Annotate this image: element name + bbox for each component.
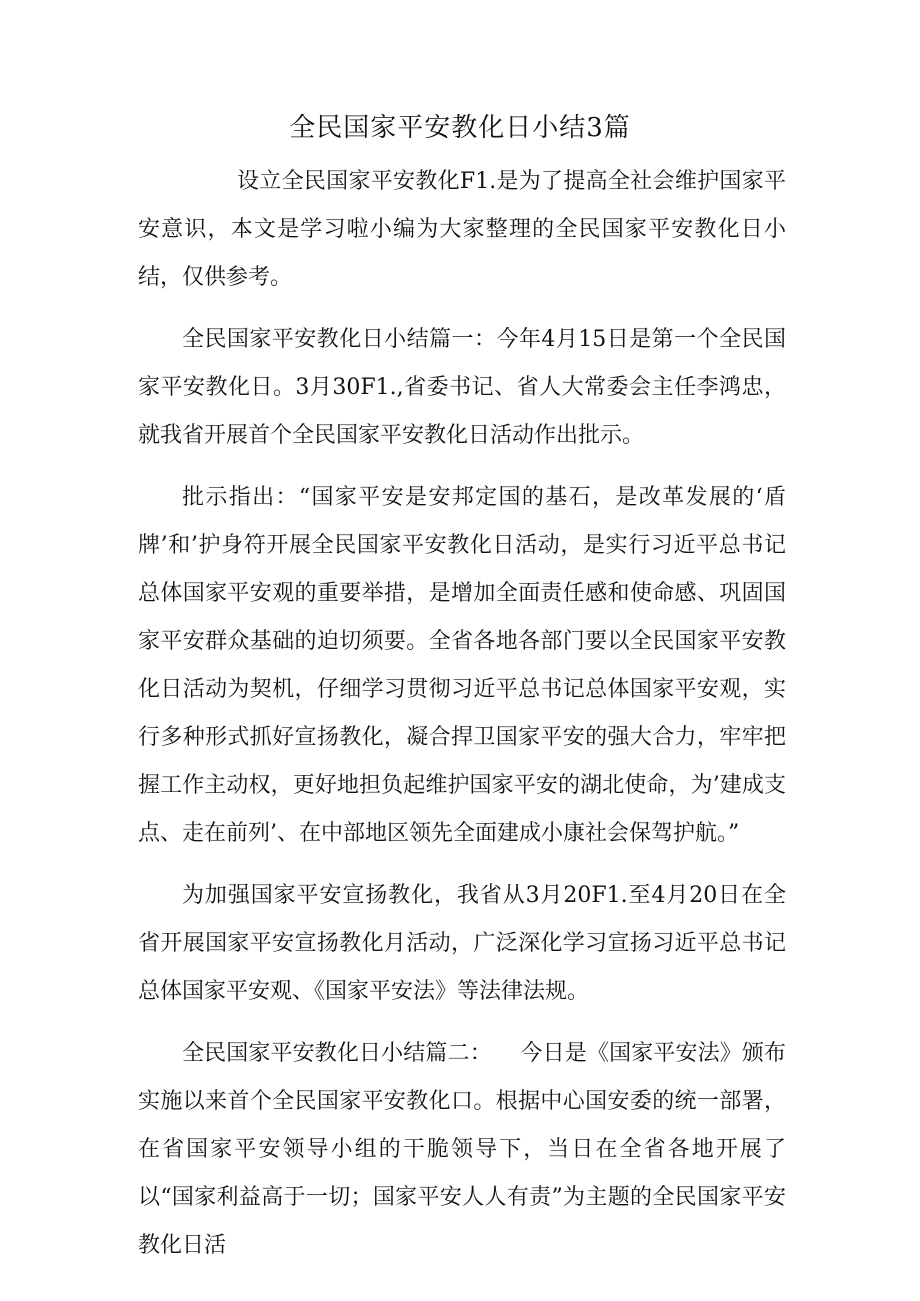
paragraph-publicity-month: 为加强国家平安宣扬教化，我省从3月20F1.至4月20日在全省开展国家平安宣扬教化月活动，广泛深化学习宣扬习近平总书记总体国家平安观、《国家平安法》等法律法规。 bbox=[138, 883, 786, 1004]
document-title: 全民国家平安教化日小结3篇 bbox=[289, 113, 631, 143]
paragraph-part-two bbox=[138, 1030, 786, 1270]
paragraph-part-one: 全民国家平安教化日小结篇一：今年4月15日是第一个全民国家平安教化日。3月30F1.,省委书记、省人大常委会主任李鸿忠，就我省开展首个全民国家平安教化日活动作出批示。 bbox=[138, 327, 786, 448]
paragraph-intro: 设立全民国家平安教化F1.是为了提高全社会维护国家平安意识，本文是学习啦小编为大家整理的全民国家平安教化日小结，仅供参考。 bbox=[138, 169, 786, 290]
paragraph-part-two-text: 今日是《国家平安法》颁布实施以来首个全民国家平安教化口。根据中心国安委的统一部署，在省国家平安领导小组的干脆领导下，当日在全省各地开展了以“国家利益高于一切；国家平安人人有责”为主题的全民国家平安教化日活 bbox=[138, 1041, 786, 1258]
document-body bbox=[138, 158, 786, 1284]
paragraph-instruction-quote: 批示指出：“国家平安是安邦定国的基石，是改革发展的‘盾牌’和’护身符开展全民国家平安教化日活动，是实行习近平总书记总体国家平安观的重要举措，是增加全面责任感和使命感、巩固国家平安群众基础的迫切须要。全省各地各部门要以全民国家平安教化日活动为契机，仔细学习贯彻习近平总书记总体国家平安观，实行多种形式抓好宣扬教化，凝合捍卫国家平安的强大合力，牢牢把握工作主动权，更好地担负起维护国家平安的湖北使命，为’建成支点、走在前列’、在中部地区领先全面建成小康社会保驾护航。” bbox=[138, 485, 786, 846]
paragraph-part-two-lead: 全民国家平安教化日小结篇二： bbox=[182, 1041, 492, 1066]
